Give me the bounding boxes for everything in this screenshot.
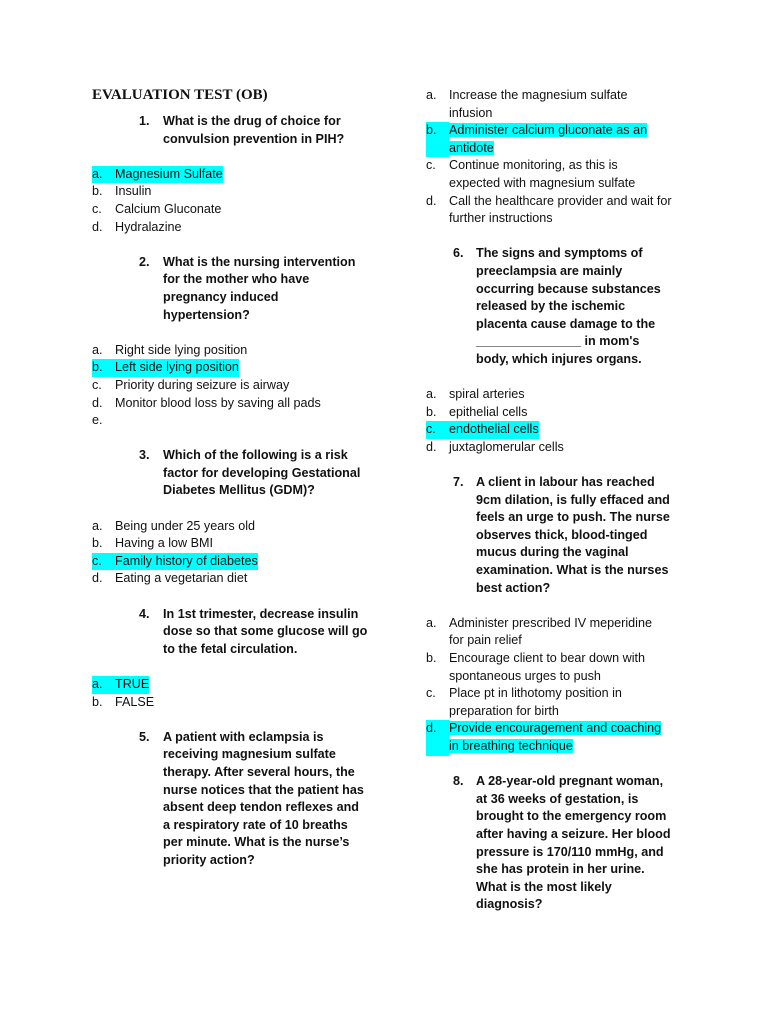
option-text-highlight: Administer calcium gluconate as an antidote — [449, 123, 648, 155]
question-text: A client in labour has reached 9cm dilation, is fully effaced and feels an urge to push. The nurse observes thick, blood-tinged mucus during the vaginal examination. What is the nurses best action? — [476, 475, 670, 595]
option-text: Call the healthcare provider and wait for further instructions — [449, 193, 672, 226]
option-c — [92, 377, 392, 395]
question-7-options — [426, 615, 676, 756]
option-letter: a. — [426, 615, 437, 630]
option-text: Continue monitoring, as this is expected with magnesium sulfate — [449, 158, 636, 190]
option-d — [426, 193, 676, 228]
option-b — [426, 122, 676, 157]
question-number: 2. — [139, 254, 150, 269]
option-text: Administer prescribed IV meperidine for pain relief — [449, 615, 652, 648]
option-letter: a. — [426, 387, 437, 402]
option-a — [426, 87, 676, 122]
option-text: Increase the magnesium sulfate infusion — [449, 88, 628, 120]
option-text: Place pt in lithotomy position in preparation for birth — [449, 686, 622, 718]
option-text: Encourage client to bear down with spontaneous urges to push — [449, 651, 646, 683]
option-c — [92, 553, 392, 571]
option-text-highlight: Provide encouragement and coaching in breathing technique — [449, 721, 662, 753]
option-letter: a. — [92, 518, 103, 533]
question-number: 3. — [139, 448, 150, 463]
option-letter: d. — [426, 439, 437, 454]
question-7 — [426, 474, 676, 597]
option-text-correct: endothelial cells — [449, 421, 539, 439]
option-letter: d. — [92, 571, 103, 586]
option-text: Priority during seizure is airway — [115, 377, 290, 392]
option-a — [92, 166, 392, 184]
question-6 — [426, 245, 676, 368]
option-letter: b. — [426, 404, 437, 419]
option-b — [92, 694, 392, 712]
option-a — [426, 615, 676, 650]
option-letter: c. — [92, 201, 102, 216]
question-text: What is the nursing intervention for the mother who have pregnancy induced hypertension? — [163, 254, 356, 322]
option-letter: c. — [92, 377, 102, 392]
option-text-correct: TRUE — [115, 676, 149, 694]
option-text-correct: Family history of diabetes — [115, 553, 258, 571]
option-d — [92, 395, 392, 413]
option-letter: a. — [92, 342, 103, 357]
option-text-correct: Magnesium Sulfate — [115, 166, 223, 184]
option-text-correct — [449, 720, 674, 755]
question-5 — [92, 729, 392, 870]
option-b — [426, 650, 676, 685]
option-text: Insulin — [115, 184, 152, 199]
option-letter: b. — [92, 536, 103, 551]
question-4 — [92, 606, 392, 659]
question-text: What is the drug of choice for convulsion prevention in PIH? — [163, 114, 345, 146]
option-e — [92, 412, 392, 430]
option-d — [92, 219, 392, 237]
option-text: Calcium Gluconate — [115, 201, 222, 216]
option-c — [426, 421, 676, 439]
option-letter: d. — [426, 193, 437, 208]
option-text: Hydralazine — [115, 219, 182, 234]
question-3-options — [92, 518, 392, 588]
option-a — [92, 342, 392, 360]
question-text: Which of the following is a risk factor for developing Gestational Diabetes Mellitus (GDM)? — [163, 448, 361, 498]
option-b — [426, 404, 676, 422]
option-text: juxtaglomerular cells — [449, 439, 564, 454]
question-text: The signs and symptoms of preeclampsia are mainly occurring because substances released by the ischemic placenta cause damage to the _______________ in mom's body, which injures organs. — [476, 246, 661, 366]
question-1-options — [92, 166, 392, 236]
question-4-options — [92, 676, 392, 711]
option-text: epithelial cells — [449, 404, 528, 419]
page-title: EVALUATION TEST (OB) — [92, 87, 268, 103]
question-5-options — [426, 87, 676, 228]
question-text: A 28-year-old pregnant woman, at 36 weeks of gestation, is brought to the emergency room after having a seizure. Her blood pressure is 170/110 mmHg, and she has protein in her urine. What is the most likely diagnosis? — [476, 774, 671, 912]
question-number: 6. — [453, 246, 464, 261]
question-number: 7. — [453, 475, 464, 490]
option-letter: c. — [426, 158, 436, 173]
option-text: Having a low BMI — [115, 536, 213, 551]
option-letter: b. — [92, 359, 115, 377]
right-column — [426, 87, 676, 932]
question-6-options — [426, 386, 676, 456]
option-letter: d. — [426, 720, 449, 755]
question-number: 4. — [139, 606, 150, 621]
option-letter: d. — [92, 219, 103, 234]
option-text: spiral arteries — [449, 387, 525, 402]
option-text: Being under 25 years old — [115, 518, 256, 533]
option-letter: b. — [426, 651, 437, 665]
option-text: Right side lying position — [115, 342, 248, 357]
option-text-correct — [449, 122, 661, 157]
question-8 — [426, 773, 676, 914]
option-letter: a. — [92, 676, 115, 694]
option-letter: b. — [92, 694, 103, 709]
option-letter: c. — [426, 686, 436, 701]
option-a — [92, 676, 392, 694]
option-b — [92, 183, 392, 201]
option-letter: a. — [426, 88, 437, 102]
question-number: 5. — [139, 729, 150, 744]
option-a — [426, 386, 676, 404]
option-text: Eating a vegetarian diet — [115, 571, 248, 586]
option-b — [92, 535, 392, 553]
option-text: FALSE — [115, 694, 155, 709]
option-text: Monitor blood loss by saving all pads — [115, 395, 321, 410]
option-c — [426, 685, 676, 720]
question-text: A patient with eclampsia is receiving magnesium sulfate therapy. After several hours, the nurse notices that the patient has absent deep tendon reflexes and a respiratory rate of 10 breaths per minute. What is the nurse’s priority action? — [163, 729, 364, 867]
option-d — [92, 570, 392, 588]
option-letter: d. — [92, 395, 103, 410]
option-d — [426, 720, 676, 755]
option-letter: a. — [92, 166, 115, 184]
question-number: 8. — [453, 774, 464, 789]
option-letter: e. — [92, 413, 103, 428]
option-b — [92, 359, 392, 377]
option-letter: c. — [92, 553, 115, 571]
question-1 — [92, 113, 392, 148]
option-d — [426, 439, 676, 457]
left-column — [92, 86, 392, 887]
option-letter: b. — [92, 184, 103, 199]
question-text: In 1st trimester, decrease insulin dose so that some glucose will go to the fetal circulation. — [163, 606, 368, 656]
question-2-options — [92, 342, 392, 430]
question-number: 1. — [139, 114, 150, 128]
option-a — [92, 518, 392, 536]
option-letter: c. — [426, 421, 449, 439]
question-3 — [92, 447, 392, 500]
option-c — [426, 157, 676, 192]
question-2 — [92, 254, 392, 324]
option-text-correct: Left side lying position — [115, 359, 239, 377]
option-letter: b. — [426, 122, 449, 157]
option-c — [92, 201, 392, 219]
